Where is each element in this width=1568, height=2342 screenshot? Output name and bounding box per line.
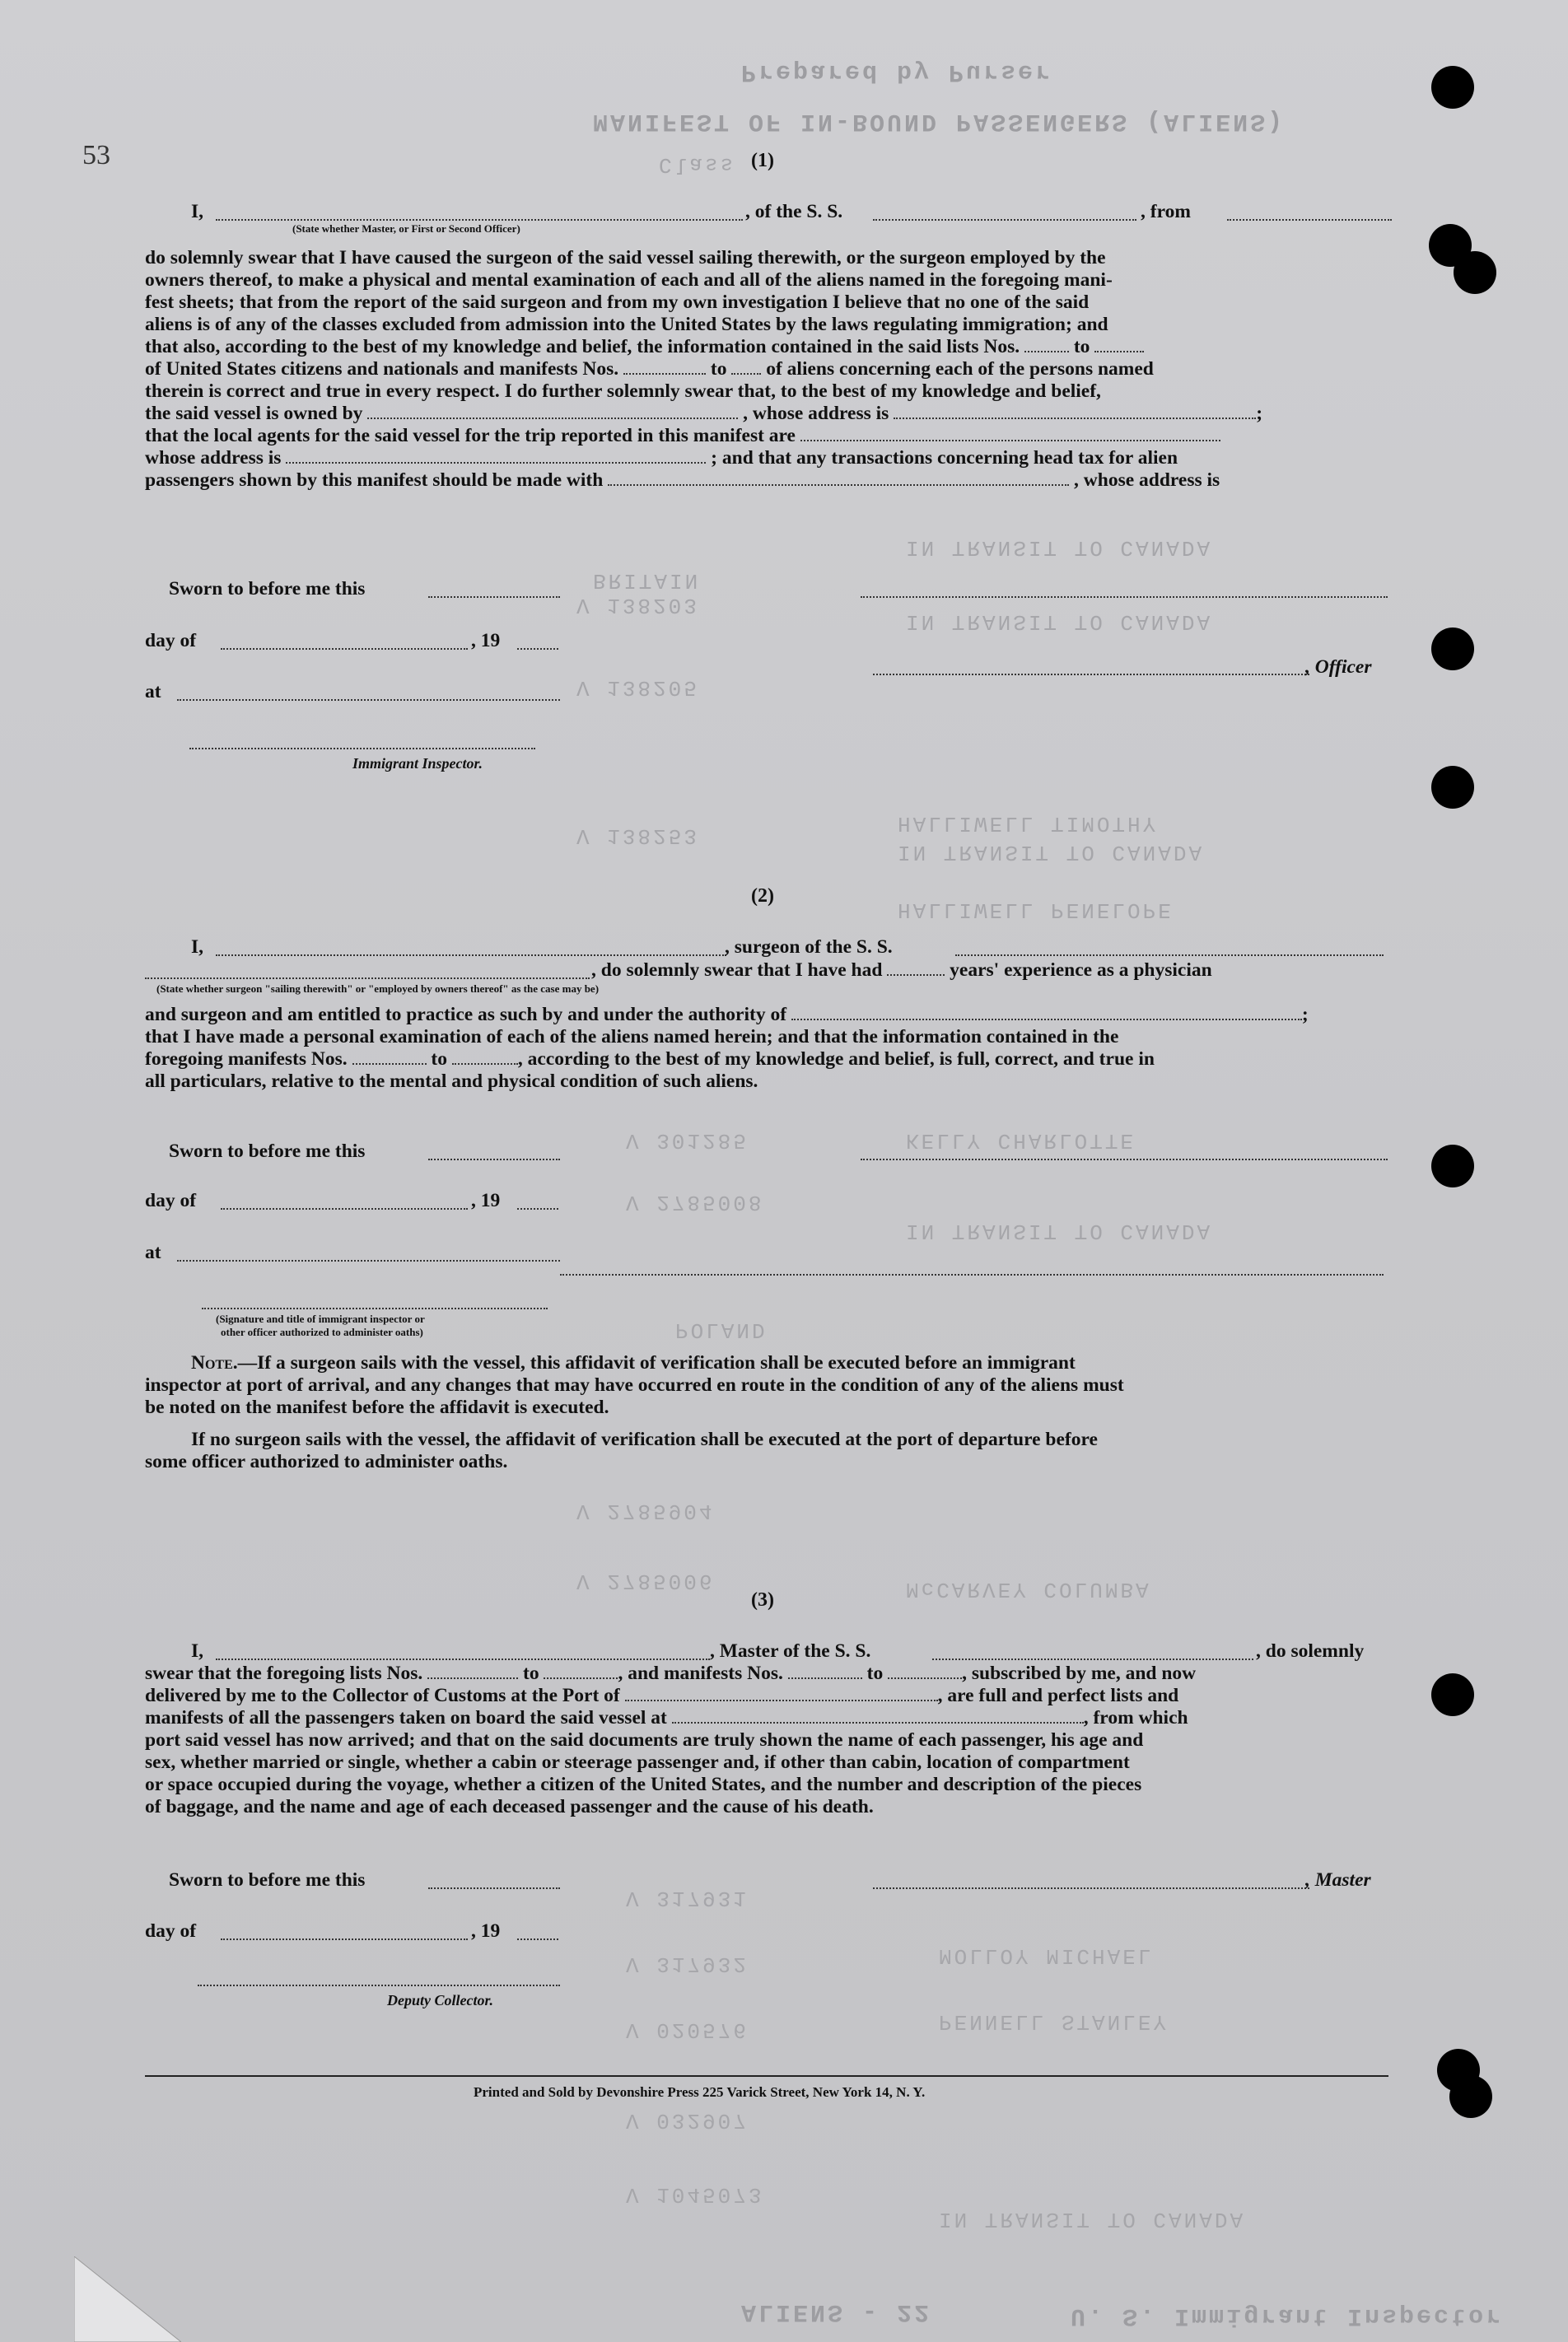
s2-at-field[interactable] [177,1260,560,1262]
s3-year: , 19 [471,1920,501,1942]
s1-sworn-date-field[interactable] [428,596,560,598]
s1-sworn: Sworn to before me this [169,578,366,599]
ghost-row: V 138253 [576,823,699,848]
ghost-row: IN TRANSIT TO CANADA [898,840,1205,865]
s2-capacity-field[interactable] [145,977,590,979]
s1-manifest-to-field[interactable] [731,358,761,375]
s1-day-field[interactable] [221,648,468,650]
s2-signature-field[interactable] [861,1159,1388,1160]
ghost-row: V 317932 [626,1952,749,1976]
s1-text: that the local agents for the said vessel for the trip reported in this manifest are [145,425,796,446]
section-3-heading: (3) [751,1589,774,1611]
s2-sworn-date-field[interactable] [428,1159,560,1160]
ghost-row: V 032907 [626,2108,749,2133]
s3-deputy-field[interactable] [198,1985,560,1986]
folded-corner [74,2256,181,2342]
s3-manifest-from-field[interactable] [788,1663,862,1679]
s2-day-of: day of [145,1190,197,1211]
s1-inspector-label: Immigrant Inspector. [352,755,483,772]
s2-sig-caption: (Signature and title of immigrant inspector or [216,1313,425,1325]
s2-inspector-signature-field[interactable] [202,1308,548,1309]
s3-day-of: day of [145,1920,197,1942]
s1-year-field[interactable] [517,648,558,650]
s2-at: at [145,1242,161,1263]
s1-at-field[interactable] [177,699,560,701]
document-page: Prepared by Purser MANIFEST OF IN-BOUND PASSENGERS (ALIENS) Class IN TRANSIT TO CANADA BRITAIN V 138203 IN TRANSIT TO CANADA V 138205 HALLIWELL TIMOTHY IN TRANSIT TO CANADA V 138253 HALLIWELL PENELOPE V 301285 KELLY CHARLOTTE IN TRANSIT TO CANADA V 2785008 POLAND V 2785904 V 2785006 McCARVEY COLUMBA V 317931 V 317932 MOLLOY MICHAEL V 020576 PENNELL STANLEY V 032907 V 1045073 IN TRANSIT TO CANADA ALIENS - 22 U. S. Immigrant Inspector 53 (1) I, , of the S. S. , from (State whether Master, or First or Second Officer) do solemnly swear that I have caused the surgeon of the said vessel sailing therewith, or the surgeon employed by the owners thereof, to make a physical and mental examination of each and all of the aliens named in the foregoing mani- fest sheets; that from the report of the said surgeon and from my own investigation I believe that no one of the said aliens is of any of the classes excluded from admission into the United States by the laws regulating immigration; and that also, according to the best of my knowledge and belief, the information contained in the said lists Nos. to of United States citizens and nationals and manifests Nos. to of aliens concerning each of the persons named therein is correct and true in every respect. I do further solemnly swear that, to the best of my knowledge and belief, the said vessel is owned by , whose address is ; that the local agents for the said vessel for the trip reported in this manifest are whose address is ; and that any transactions concerning head tax for alien passengers shown by this manifest should be made with , whose address is Sworn to before me this day of , 19 , Officer at Immigrant Inspector. (2) I, , surgeon of the S. S. , do solemnly swear that I have had years' experience as a physician (State whether surgeon "sailing therewith" or "employed by owners thereof" as the case may be) and surgeon and am entitled to practice as such by and under the authority of ; that I have made a personal examination of each of the aliens named herein; and that the information contained in the foregoing manifests Nos. to , according to the best of my knowledge and belief, is full, correct, and true in all particulars, relative to the mental and physical condition of such aliens. Sworn to before me this day of , 19 at (Signature and title of immigrant inspector or other officer authorized to administer oaths) Note.—If a surgeon sails with the vessel, this affidavit of verification shall be executed before an immigrant inspector at port of arrival, and any changes that may have occurred en route in the condition of any of the aliens must be noted on the manifest before the affidavit is executed. If no surgeon sails with the vessel, the affidavit of verification shall be executed at the port of departure before some officer authorized to administer oaths. (3) I, , Master of the S. S. , do solemnly swear that the foregoing lists Nos. to , and manifests Nos. to , subscribed by me, and now delivered by me to the Collector of Customs at the Port of , are full and perfect lists and manifests of all the passengers taken on board the said vessel at , from which port said vessel has now arrived; and that on the said documents are truly shown the name of each passenger, his age and sex, whether married or single, whether a cabin or steerage passenger and, if other than cabin, location of compartment or space occupied during the voyage, whether a citizen of the United States, and the number and description of the pieces of baggage, and the name and age of each deceased passenger and the cause of his death. Sworn to before me this , Master day of , 19 Deputy Collector. Printed and Sold by Devonshire Press 225 Varick Street, New York 14, N. Y. [0,0,1568,2342]
s1-officer-name-field[interactable] [216,219,743,221]
s3-embark-port-field[interactable] [672,1707,1084,1724]
s3-master-signature-field[interactable] [873,1887,1309,1889]
s1-text: therein is correct and true in every respect. I do further solemnly swear that, to the best of my knowledge and belief, [145,380,1101,402]
ghost-row: BRITAIN [593,568,701,593]
s3-sworn: Sworn to before me this [169,1869,366,1891]
s2-manifest-to-field[interactable] [452,1048,518,1065]
ghost-row: V 2785904 [576,1499,715,1523]
s2-text: , do solemnly swear that I have had [591,959,883,981]
punch-hole [1431,1673,1474,1716]
s3-text: , from which [1083,1707,1188,1729]
s1-signature-field[interactable] [861,596,1388,598]
s2-i: I, [191,936,204,958]
s1-agents-address-field[interactable] [286,447,706,464]
s1-list-to-field[interactable] [1094,336,1144,352]
ghost-row: IN TRANSIT TO CANADA [906,1219,1213,1243]
s3-text: or space occupied during the voyage, whether a citizen of the United States, and the number and description of the pieces [145,1774,1142,1795]
s3-text: , are full and perfect lists and [937,1685,1179,1706]
section-2-heading: (2) [751,885,774,907]
ghost-footer: ALIENS - 22 [741,2298,932,2326]
s3-day-field[interactable] [221,1938,468,1940]
s3-text: to [866,1663,884,1684]
s1-text: that also, according to the best of my knowledge and belief, the information contained in the said lists Nos. [145,336,1020,357]
s1-text: , whose address is [743,403,889,424]
ghost-row: KELLY CHARLOTTE [906,1128,1136,1153]
s1-from-field[interactable] [1227,219,1392,221]
s1-text: to [710,358,727,380]
s1-text: of aliens concerning each of the persons named [766,358,1154,380]
s1-manifest-from-field[interactable] [623,358,706,375]
s1-text: whose address is [145,447,282,469]
ghost-row: IN TRANSIT TO CANADA [939,2207,1246,2232]
ghost-row: MOLLOY MICHAEL [939,1943,1154,1968]
ghost-row: IN TRANSIT TO CANADA [906,609,1213,634]
printer-imprint: Printed and Sold by Devonshire Press 225 Varick Street, New York 14, N. Y. [474,2084,926,2100]
s2-text: all particulars, relative to the mental and physical condition of such aliens. [145,1071,758,1092]
s3-list-to-field[interactable] [544,1663,618,1679]
ghost-inspector: U. S. Immigrant Inspector [1071,2302,1504,2330]
s3-text: of baggage, and the name and age of each deceased passenger and the cause of his death. [145,1796,874,1817]
s1-text: the said vessel is owned by [145,403,363,424]
s1-owner-address-field[interactable] [894,403,1256,419]
ghost-header: Class [659,152,736,177]
s1-text: passengers shown by this manifest should be made with [145,469,604,491]
s3-master-label: , Master [1305,1869,1371,1891]
s3-text: , do solemnly [1256,1640,1365,1662]
ghost-row: McCARVEY COLUMBA [906,1577,1151,1602]
s2-text: that I have made a personal examination of each of the aliens named herein; and that the information contained in the [145,1026,1119,1047]
ghost-row: V 301285 [626,1128,749,1153]
s1-ss-label: , of the S. S. [745,201,843,222]
s1-text: aliens is of any of the classes excluded from admission into the United States by the laws regulating immigration; and [145,314,1108,335]
s2-surgeon-of-ss: , surgeon of the S. S. [725,936,893,958]
s1-text: of United States citizens and nationals and manifests Nos. [145,358,619,380]
s3-year-field[interactable] [517,1938,558,1940]
s1-ship-name-field[interactable] [873,219,1136,221]
punch-hole [1449,2075,1492,2118]
ghost-row: IN TRANSIT TO CANADA [906,535,1213,560]
s1-inspector-field[interactable] [189,748,535,749]
s3-text: , subscribed by me, and now [962,1663,1197,1684]
punch-hole [1431,627,1474,670]
s2-note: inspector at port of arrival, and any changes that may have occurred en route in the condition of any of the aliens must [145,1374,1124,1396]
s2-years-field[interactable] [887,959,945,976]
s1-text: owners thereof, to make a physical and mental examination of each and all of the aliens named in the foregoing mani- [145,269,1113,291]
s2-text: , according to the best of my knowledge and belief, is full, correct, and true in [517,1048,1155,1070]
s2-sig-caption: other officer authorized to administer oaths) [221,1326,423,1338]
ghost-row: V 138203 [576,593,699,618]
ghost-row: V 317931 [626,1886,749,1910]
ghost-row: PENNELL STANLEY [939,2009,1169,2034]
s3-text: swear that the foregoing lists Nos. [145,1663,423,1684]
s2-note: If no surgeon sails with the vessel, the affidavit of verification shall be executed at the port of departure before [191,1429,1098,1450]
s2-text: foregoing manifests Nos. [145,1048,348,1070]
ghost-row: POLAND [675,1318,768,1342]
s1-officer-label: , Officer [1305,656,1372,678]
punch-hole [1431,766,1474,809]
s2-text: years' experience as a physician [950,959,1212,981]
s3-sworn-date-field[interactable] [428,1887,560,1889]
ghost-header: MANIFEST OF IN-BOUND PASSENGERS (ALIENS) [593,107,1286,135]
s3-text: , Master of the S. S. [710,1640,871,1662]
s2-surgeon-name-field[interactable] [216,954,726,956]
punch-hole [1454,251,1496,294]
s1-text: do solemnly swear that I have caused the surgeon of the said vessel sailing therewith, or the surgeon employed by the [145,247,1106,268]
s1-day-of: day of [145,630,197,651]
s3-text: delivered by me to the Collector of Customs at the Port of [145,1685,620,1706]
s2-sworn: Sworn to before me this [169,1141,366,1162]
s3-text: sex, whether married or single, whether a cabin or steerage passenger and, if other than cabin, location of compartment [145,1752,1130,1773]
s2-note-label: Note. [191,1352,238,1374]
ghost-row: HALLIWELL TIMOTHY [898,811,1159,836]
s3-port-field[interactable] [625,1685,938,1701]
section-1-heading: (1) [751,150,774,171]
ghost-row: HALLIWELL PENELOPE [898,898,1174,922]
s1-text: to [1073,336,1090,357]
s3-master-name-field[interactable] [216,1659,710,1660]
s2-caption: (State whether surgeon "sailing therewith" or "employed by owners thereof" as the case may be) [156,982,600,995]
ghost-row: V 2785008 [626,1190,764,1215]
s1-at: at [145,681,161,702]
s1-text: ; and that any transactions concerning head tax for alien [711,447,1178,469]
s3-text: , and manifests Nos. [618,1663,783,1684]
s2-text: to [431,1048,447,1070]
s1-owner-field[interactable] [367,403,738,419]
ghost-row: V 1045073 [626,2182,764,2207]
s2-note: be noted on the manifest before the affidavit is executed. [145,1397,609,1418]
s3-i: I, [191,1640,204,1662]
s3-text: manifests of all the passengers taken on board the said vessel at [145,1707,667,1729]
s1-text: , whose address is [1074,469,1220,491]
s2-ink-line [560,1274,1384,1276]
s2-manifest-from-field[interactable] [352,1048,427,1065]
s2-year: , 19 [471,1190,501,1211]
s3-manifest-to-field[interactable] [888,1663,962,1679]
s1-officer-field[interactable] [873,674,1309,675]
s2-text: and surgeon and am entitled to practice as such by and under the authority of [145,1004,787,1025]
s2-note: —If a surgeon sails with the vessel, this affidavit of verification shall be executed before an immigrant [237,1352,1076,1374]
s1-text: fest sheets; that from the report of the said surgeon and from my own investigation I believe that no one of the said [145,292,1090,313]
s3-text: port said vessel has now arrived; and that on the said documents are truly shown the name of each passenger, his age and [145,1729,1144,1751]
footer-rule [145,2075,1388,2077]
s1-caption: (State whether Master, or First or Second Officer) [292,222,520,235]
s1-i: I, [191,201,204,222]
s2-authority-field[interactable] [791,1004,1302,1020]
ghost-row: V 2785006 [576,1569,715,1593]
s3-deputy-label: Deputy Collector. [387,1992,493,2008]
s1-agents-field[interactable] [800,425,1220,441]
s2-year-field[interactable] [517,1208,558,1210]
s2-day-field[interactable] [221,1208,468,1210]
s2-ship-field[interactable] [955,954,1384,956]
margin-number: 53 [82,140,110,170]
s3-ship-field[interactable] [932,1659,1253,1660]
ghost-header: Prepared by Purser [741,58,1053,86]
s1-year: , 19 [471,630,501,651]
s2-note: some officer authorized to administer oaths. [145,1451,508,1472]
ghost-row: V 020576 [626,2018,749,2042]
s3-list-from-field[interactable] [427,1663,518,1679]
s3-text: to [523,1663,539,1684]
s1-list-from-field[interactable] [1024,336,1069,352]
s1-headtax-field[interactable] [608,469,1069,486]
punch-hole [1431,66,1474,109]
s1-from-label: , from [1141,201,1191,222]
ghost-row: V 138205 [576,675,699,700]
punch-hole [1431,1145,1474,1187]
